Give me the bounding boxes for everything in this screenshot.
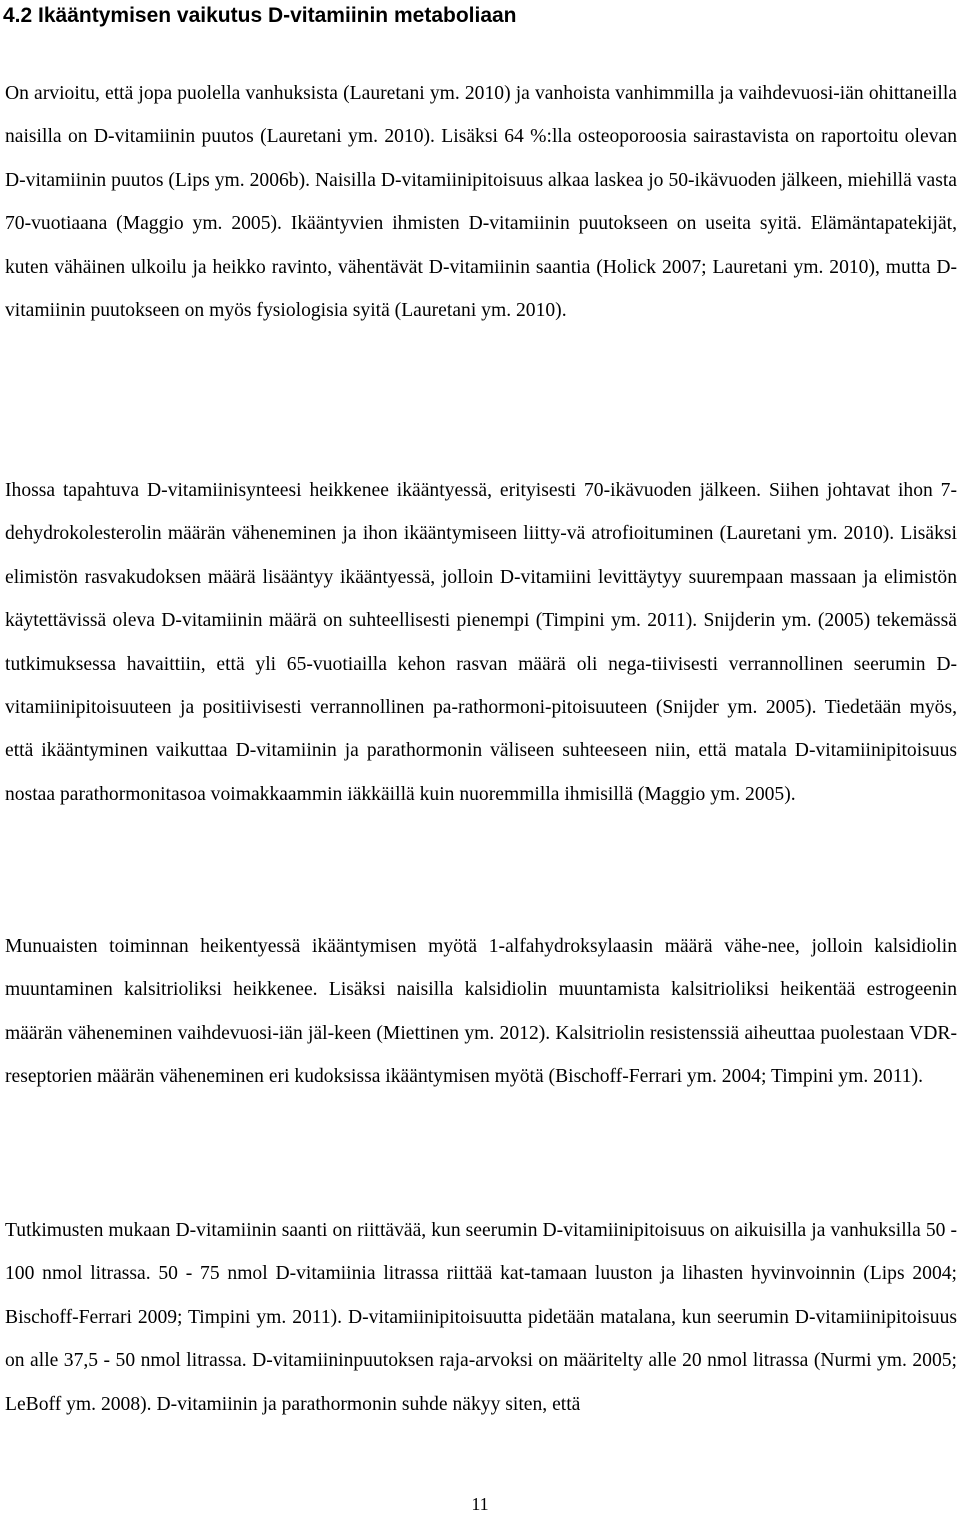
section-heading: 4.2 Ikääntymisen vaikutus D-vitamiinin metaboliaan — [3, 4, 517, 27]
paragraph-skin-synthesis: Ihossa tapahtuva D-vitamiinisynteesi heikkenee ikääntyessä, erityisesti 70-ikävuoden jälkeen. Siihen johtavat ihon 7-dehydrokolesterolin määrän väheneminen ja ihon ikääntymiseen liitty-vä atrofioituminen (Lauretani ym. 2010). Lisäksi elimistön rasvakudoksen määrä lisääntyy ikääntyessä, jolloin D-vitamiini levittäytyy suurempaan massaan ja elimistön käytettävissä oleva D-vitamiinin määrä on suhteellisesti pienempi (Timpini ym. 2011). Snijderin ym. (2005) tekemässä tutkimuksessa havaittiin, että yli 65-vuotiailla kehon rasvan määrä oli nega-tiivisesti verrannollinen seerumin D-vitamiinipitoisuuteen ja positiivisesti verrannollinen pa-rathormoni-pitoisuuteen (Snijder ym. 2005). Tiedetään myös, että ikääntyminen vaikuttaa D-vitamiinin ja parathormonin väliseen suhteeseen niin, että matala D-vitamiinipitoisuus nostaa parathormonitasoa voimakkaammin iäkkäillä kuin nuoremmilla ihmisillä (Maggio ym. 2005). — [5, 480, 957, 805]
paragraph-vitamin-d-deficiency-prevalence: On arvioitu, että jopa puolella vanhuksista (Lauretani ym. 2010) ja vanhoista vanhimmilla ja vaihdevuosi-iän ohittaneilla naisilla on D-vitamiinin puutos (Lauretani ym. 2010). Lisäksi 64 %:lla osteoporoosia sairastavista on raportoitu olevan D-vitamiinin puutos (Lips ym. 2006b). Naisilla D-vitamiinipitoisuus alkaa laskea jo 50-ikävuoden jälkeen, miehillä vasta 70-vuotiaana (Maggio ym. 2005). Ikääntyvien ihmisten D-vitamiinin puutokseen on useita syitä. Elämäntapatekijät, kuten vähäinen ulkoilu ja heikko ravinto, vähentävät D-vitamiinin saantia (Holick 2007; Lauretani ym. 2010), mutta D-vitamiinin puutokseen on myös fysiologisia syitä (Lauretani ym. 2010). — [5, 83, 957, 322]
page-number: 11 — [471, 1494, 489, 1514]
paragraph-kidney-function: Munuaisten toiminnan heikentyessä ikääntymisen myötä 1-alfahydroksylaasin määrä vähe-nee, jolloin kalsidiolin muuntaminen kalsitrioliksi heikkenee. Lisäksi naisilla kalsidiolin muuntamista kalsitrioliksi heikentää estrogeenin määrän väheneminen vaihdevuosi-iän jäl-keen (Miettinen ym. 2012). Kalsitriolin resistenssiä aiheuttaa puolestaan VDR-reseptorien määrän väheneminen eri kudoksissa ikääntymisen myötä (Bischoff-Ferrari ym. 2004; Timpini ym. 2011). — [5, 936, 957, 1088]
paragraph-reference-levels: Tutkimusten mukaan D-vitamiinin saanti on riittävää, kun seerumin D-vitamiinipitoisuus on aikuisilla ja vanhuksilla 50 - 100 nmol litrassa. 50 - 75 nmol D-vitamiinia litrassa riittää kat-tamaan luuston ja lihasten hyvinvoinnin (Lips 2004; Bischoff-Ferrari 2009; Timpini ym. 2011). D-vitamiinipitoisuutta pidetään matalana, kun seerumin D-vitamiinipitoisuus on alle 37,5 - 50 nmol litrassa. D-vitamiininpuutoksen raja-arvoksi on määritelty alle 20 nmol litrassa (Nurmi ym. 2005; LeBoff ym. 2008). D-vitamiinin ja parathormonin suhde näkyy siten, että — [5, 1220, 957, 1415]
